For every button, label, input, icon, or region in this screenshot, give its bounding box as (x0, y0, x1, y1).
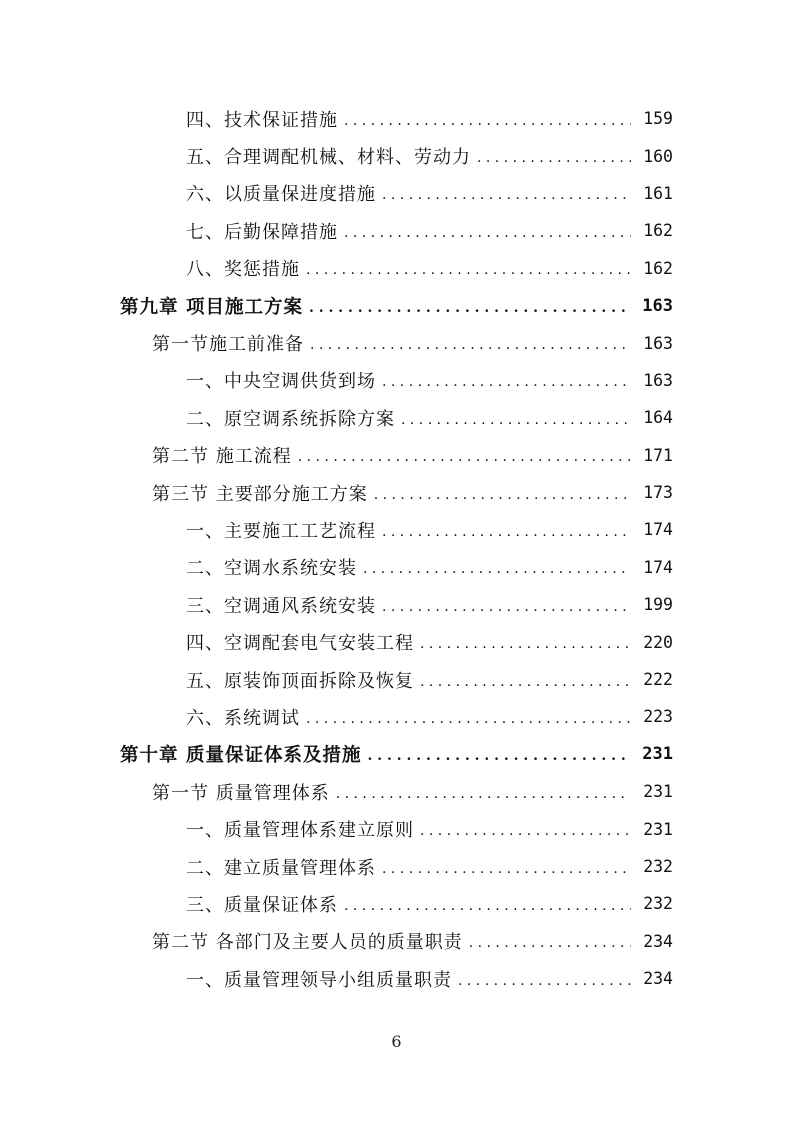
toc-entry-title: 二、原空调系统拆除方案 (186, 408, 395, 430)
toc-entry-title: 一、中央空调供货到场 (186, 371, 376, 393)
toc-subsection-entry[interactable] (0, 698, 793, 735)
toc-entry-page-number: 171 (643, 445, 673, 465)
toc-entry-title: 八、奖惩措施 (186, 259, 300, 281)
toc-dot-leader (382, 524, 631, 540)
toc-entry-page-number: 159 (643, 109, 673, 129)
toc-dot-leader (420, 823, 631, 839)
toc-dot-leader (344, 898, 631, 914)
toc-entry-title: 第一节施工前准备 (152, 334, 304, 356)
toc-entry-page-number: 163 (642, 295, 673, 316)
toc-entry-title: 一、质量管理领导小组质量职责 (186, 969, 452, 991)
toc-entry-page-number: 232 (643, 857, 673, 876)
toc-dot-leader (306, 711, 631, 727)
toc-entry-page-number: 231 (643, 819, 673, 839)
toc-subsection-entry[interactable] (0, 586, 793, 623)
toc-chapter-entry[interactable] (0, 287, 793, 324)
toc-dot-leader (458, 973, 631, 989)
toc-subsection-entry[interactable] (0, 399, 793, 436)
toc-dot-leader (382, 599, 631, 615)
toc-dot-leader (374, 487, 631, 503)
toc-entry-page-number: 162 (643, 258, 673, 278)
toc-dot-leader (309, 300, 631, 316)
toc-subsection-entry[interactable] (0, 661, 793, 698)
toc-entry-title: 第九章 项目施工方案 (120, 296, 303, 318)
toc-entry-title: 第一节 质量管理体系 (152, 782, 330, 804)
toc-entry-title: 四、技术保证措施 (186, 109, 338, 131)
toc-entry-page-number: 234 (643, 931, 673, 951)
toc-entry-title: 第三节 主要部分施工方案 (152, 483, 368, 505)
toc-subsection-entry[interactable] (0, 810, 793, 847)
toc-entry-title: 六、系统调试 (186, 707, 300, 729)
toc-entry-page-number: 174 (643, 520, 673, 540)
toc-subsection-entry[interactable] (0, 100, 793, 137)
toc-entry-title: 三、空调通风系统安装 (186, 595, 376, 617)
toc-entry-page-number: 231 (643, 782, 673, 802)
toc-dot-leader (420, 636, 631, 652)
toc-section-entry[interactable] (0, 324, 793, 361)
toc-entry-page-number: 232 (643, 894, 673, 914)
table-of-contents (0, 100, 793, 997)
toc-dot-leader (298, 449, 631, 465)
toc-dot-leader (401, 412, 631, 428)
toc-entry-page-number: 173 (643, 483, 673, 503)
toc-entry-title: 第二节 各部门及主要人员的质量职责 (152, 932, 463, 954)
toc-subsection-entry[interactable] (0, 250, 793, 287)
toc-entry-title: 六、以质量保进度措施 (186, 184, 376, 206)
toc-entry-page-number: 231 (642, 744, 673, 765)
toc-dot-leader (367, 748, 631, 764)
toc-dot-leader (344, 113, 631, 129)
toc-entry-page-number: 162 (643, 221, 673, 241)
toc-dot-leader (306, 262, 631, 278)
toc-section-entry[interactable] (0, 474, 793, 511)
toc-entry-page-number: 199 (643, 595, 673, 615)
toc-dot-leader (382, 187, 631, 203)
toc-entry-title: 七、后勤保障措施 (186, 221, 338, 243)
toc-entry-page-number: 234 (643, 969, 673, 989)
toc-entry-page-number: 163 (643, 370, 673, 390)
toc-subsection-entry[interactable] (0, 175, 793, 212)
toc-entry-title: 第十章 质量保证体系及措施 (120, 745, 362, 767)
toc-section-entry[interactable] (0, 773, 793, 810)
toc-entry-page-number: 174 (643, 557, 673, 577)
toc-entry-page-number: 163 (643, 333, 673, 353)
toc-entry-page-number: 222 (643, 670, 673, 690)
toc-section-entry[interactable] (0, 923, 793, 960)
toc-subsection-entry[interactable] (0, 960, 793, 997)
toc-entry-page-number: 223 (643, 707, 673, 727)
toc-entry-page-number: 164 (643, 408, 673, 428)
toc-entry-title: 二、建立质量管理体系 (186, 857, 376, 879)
toc-subsection-entry[interactable] (0, 623, 793, 660)
toc-subsection-entry[interactable] (0, 511, 793, 548)
toc-entry-title: 三、质量保证体系 (186, 894, 338, 916)
toc-section-entry[interactable] (0, 437, 793, 474)
toc-subsection-entry[interactable] (0, 362, 793, 399)
toc-dot-leader (310, 337, 631, 353)
toc-dot-leader (420, 674, 631, 690)
toc-chapter-entry[interactable] (0, 736, 793, 773)
toc-subsection-entry[interactable] (0, 885, 793, 922)
toc-subsection-entry[interactable] (0, 848, 793, 885)
toc-entry-page-number: 160 (643, 146, 673, 166)
toc-subsection-entry[interactable] (0, 212, 793, 249)
toc-entry-page-number: 161 (643, 183, 673, 203)
toc-entry-title: 四、空调配套电气安装工程 (186, 633, 414, 655)
page-number: 6 (391, 1032, 402, 1051)
toc-subsection-entry[interactable] (0, 549, 793, 586)
toc-entry-title: 二、空调水系统安装 (186, 558, 357, 580)
toc-entry-page-number: 220 (643, 632, 673, 652)
toc-entry-title: 第二节 施工流程 (152, 446, 292, 468)
toc-dot-leader (477, 150, 631, 166)
toc-subsection-entry[interactable] (0, 137, 793, 174)
toc-dot-leader (382, 374, 631, 390)
toc-dot-leader (344, 225, 631, 241)
toc-entry-title: 五、原装饰顶面拆除及恢复 (186, 670, 414, 692)
toc-dot-leader (469, 935, 631, 951)
toc-dot-leader (363, 561, 631, 577)
toc-entry-title: 五、合理调配机械、材料、劳动力 (186, 147, 471, 169)
toc-entry-title: 一、主要施工工艺流程 (186, 520, 376, 542)
toc-dot-leader (382, 861, 631, 877)
toc-dot-leader (336, 786, 631, 802)
toc-entry-title: 一、质量管理体系建立原则 (186, 820, 414, 842)
